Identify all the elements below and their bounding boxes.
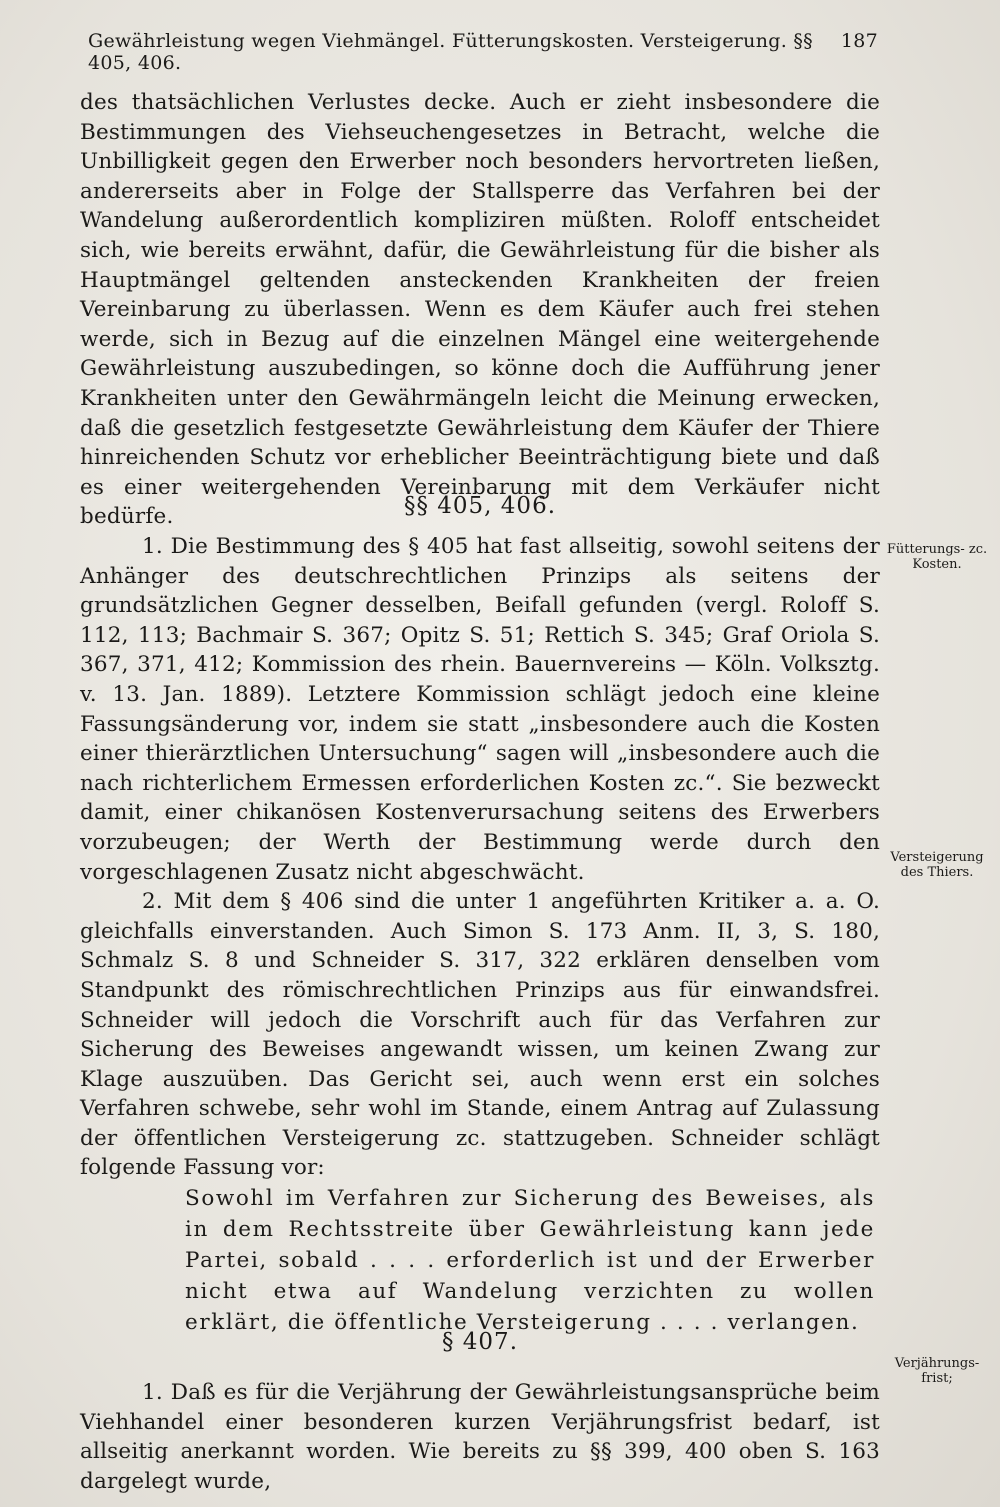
body-text-lower bbox=[80, 1378, 880, 1496]
header-title: Gewährleistung wegen Viehmängel. Fütterungskosten. Versteigerung. §§ 405, 406. bbox=[88, 30, 813, 74]
page-number: 187 bbox=[840, 30, 878, 52]
body-text-middle bbox=[80, 532, 880, 1338]
section-heading-405-406: §§ 405, 406. bbox=[403, 493, 557, 519]
paragraph-405: 1. Die Bestimmung des § 405 hat fast allseitig, sowohl seitens der Anhänger des deutschrechtlichen Prinzips als seitens der grundsätzlichen Gegner desselben, Beifall gefunden (vergl. Roloff S. 112, 113; Bachmair S. 367; Opitz S. 51; Rettich S. 345; Graf Oriola S. 367, 371, 412; Kommission des rhein. Bauernvereins — Köln. Volksztg. v. 13. Jan. 1889). Letztere Kommission schlägt jedoch eine kleine Fassungsänderung vor, indem sie statt „insbesondere auch die Kosten einer thierärztlichen Untersuchung“ sagen will „insbesondere auch die nach richterlichem Ermessen erforderlichen Kosten zc.“. Sie bezweckt damit, einer chikanösen Kostenverursachung seitens des Erwerbers vorzubeugen; der Werth der Bestimmung werde durch den vorgeschlagenen Zusatz nicht abgeschwächt. bbox=[80, 534, 880, 885]
paragraph-continuation: des thatsächlichen Verlustes decke. Auch er zieht insbesondere die Bestimmungen des Viehseuchengesetzes in Betracht, welche die Unbilligkeit gegen den Erwerber noch besonders hervortreten ließen, andererseits aber in Folge der Stallsperre das Verfahren bei der Wandelung außerordentlich kompliziren müßten. Roloff entscheidet sich, wie bereits erwähnt, dafür, die Gewährleistung für die bisher als Hauptmängel geltenden ansteckenden Krankheiten der freien Vereinbarung zu überlassen. Wenn es dem Käufer auch frei stehen werde, sich in Bezug auf die einzelnen Mängel eine weitergehende Gewährleistung auszubedingen, so könne doch die Aufführung jener Krankheiten unter den Gewährmängeln leicht die Meinung erwecken, daß die gesetzlich festgesetzte Gewährleistung dem Käufer der Thiere hinreichenden Schutz vor erheblicher Beeinträchtigung biete und daß es einer weitergehenden Vereinbarung mit dem Verkäufer nicht bedürfe. bbox=[80, 90, 880, 530]
margin-note-fuetterungskosten: Fütterungs- zc. Kosten. bbox=[886, 542, 988, 572]
section-heading-407: § 407. bbox=[441, 1329, 519, 1355]
margin-note-versteigerung: Versteigerung des Thiers. bbox=[890, 850, 984, 880]
margin-note-verjaehrungsfrist: Verjährungs- frist; bbox=[894, 1356, 980, 1386]
proposed-wording-quote: Sowohl im Verfahren zur Sicherung des Beweises, als in dem Rechtsstreite über Gewährleistung kann jede Partei, sobald . . . . erforderlich ist und der Erwerber nicht etwa auf Wandelung verzichten zu wollen erklärt, die öffentliche Versteigerung . . . . verlangen. bbox=[185, 1186, 875, 1336]
paragraph-407: 1. Daß es für die Verjährung der Gewährleistungsansprüche beim Viehhandel einer besonderen kurzen Verjährungsfrist bedarf, ist allseitig anerkannt worden. Wie bereits zu §§ 399, 400 oben S. 163 dargelegt wurde, bbox=[80, 1380, 880, 1494]
paragraph-406: 2. Mit dem § 406 sind die unter 1 angeführten Kritiker a. a. O. gleichfalls einverstanden. Auch Simon S. 173 Anm. II, 3, S. 180, Schmalz S. 8 und Schneider S. 317, 322 erklären denselben vom Standpunkt des römischrechtlichen Prinzips aus für einwandsfrei. Schneider will jedoch die Vorschrift auch für das Verfahren zur Sicherung des Beweises angewandt wissen, um keinen Zwang zur Klage auszuüben. Das Gericht sei, auch wenn erst ein solches Verfahren schwebe, sehr wohl im Stande, einem Antrag auf Zulassung der öffentlichen Versteigerung zc. stattzugeben. Schneider schlägt folgende Fassung vor: bbox=[80, 889, 880, 1181]
running-header bbox=[88, 30, 878, 74]
body-text-upper bbox=[80, 88, 880, 532]
